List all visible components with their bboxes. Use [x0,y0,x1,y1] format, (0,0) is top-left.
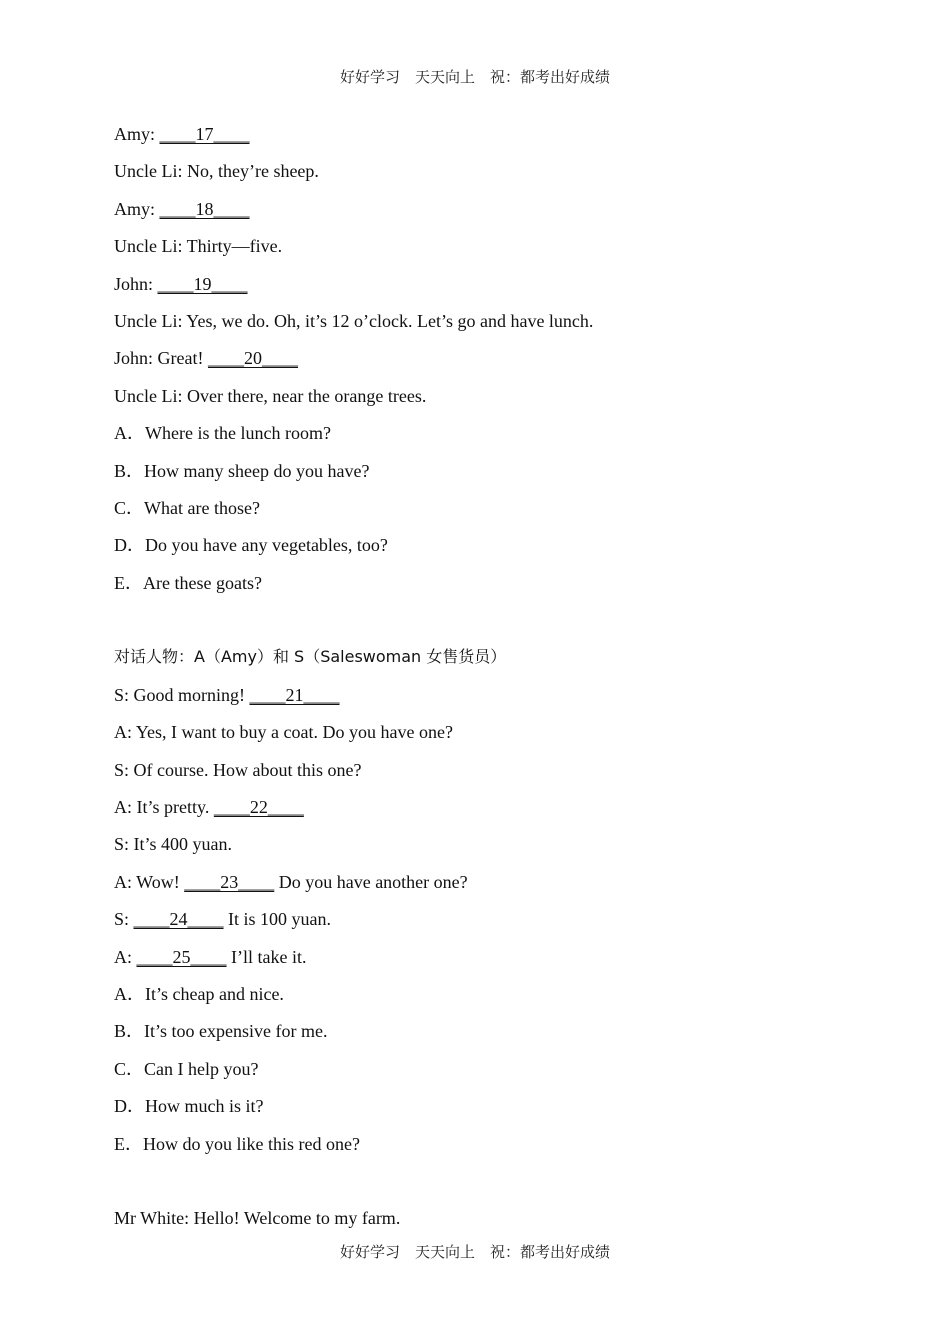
answer-blank-19: ____19____ [157,273,248,294]
dialogue-line [114,832,874,869]
answer-blank-18: ____18____ [159,198,250,219]
dialogue-2-intro: 对话人物：A（Amy）和 S（Saleswoman 女售货员） [114,647,507,667]
line-text: A: Yes, I want to buy a coat. Do you have one? [114,722,453,743]
section-spacer [114,608,874,645]
dialogue-line [114,309,874,346]
options-1 [114,421,874,608]
dialogue-line [114,945,874,982]
dialogue-1 [114,122,874,421]
option-e: E．Are these goats? [114,572,262,593]
line-text: Uncle Li: Thirty—five. [114,236,283,257]
page-header: 好好学习 天天向上 祝：都考出好成绩 [339,68,610,86]
option-c: C．What are those? [114,497,260,518]
dialogue-line [114,234,874,271]
options-2 [114,982,874,1169]
answer-blank-20: ____20____ [207,348,298,369]
line-text: Uncle Li: Over there, near the orange trees. [114,385,427,406]
dialogue-line [114,346,874,383]
line-text: John: [114,273,158,294]
dialogue-line [114,272,874,309]
answer-blank-22: ____22____ [213,797,304,818]
line-text: A: [114,946,137,967]
option-d: D．How much is it? [114,1096,264,1117]
line-text: A: Wow! [114,871,185,892]
option-b: B．How many sheep do you have? [114,460,370,481]
option-b: B．It’s too expensive for me. [114,1021,328,1042]
line-text: A: It’s pretty. [114,797,214,818]
line-text-after: Do you have another one? [274,871,468,892]
option-a: A．It’s cheap and nice. [114,983,284,1004]
dialogue-line [114,870,874,907]
dialogue-line [114,795,874,832]
dialogue-line [114,720,874,757]
answer-blank-23: ____23____ [184,871,275,892]
answer-blank-25: ____25____ [136,946,227,967]
line-text: S: Of course. How about this one? [114,759,362,780]
page-footer: 好好学习 天天向上 祝：都考出好成绩 [339,1243,610,1261]
answer-blank-24: ____24____ [133,909,224,930]
dialogue-line [114,122,874,159]
line-text: Amy: [114,124,160,144]
page-content [114,122,874,1244]
dialogue-2 [114,683,874,982]
option-d: D．Do you have any vegetables, too? [114,535,388,556]
dialogue-line [114,159,874,196]
option-a: A．Where is the lunch room? [114,423,331,444]
line-text-after: It is 100 yuan. [223,909,332,930]
line-text: Amy: [114,198,160,219]
line-text: Uncle Li: Yes, we do. Oh, it’s 12 o’clock. Let’s go and have lunch. [114,310,594,331]
option-c: C．Can I help you? [114,1058,259,1079]
answer-blank-21: ____21____ [249,684,340,705]
line-text: Uncle Li: No, they’re sheep. [114,161,319,182]
dialogue-line [114,683,874,720]
option-e: E．How do you like this red one? [114,1133,360,1154]
dialogue-line [114,384,874,421]
line-text: John: Great! [114,348,208,369]
line-text: S: It’s 400 yuan. [114,834,233,855]
dialogue-3-line: Mr White: Hello! Welcome to my farm. [114,1208,401,1229]
dialogue-line [114,197,874,234]
answer-blank-17: ____17____ [159,124,250,144]
dialogue-line [114,758,874,795]
line-text: S: Good morning! [114,684,250,705]
line-text-after: I’ll take it. [226,946,307,967]
dialogue-line [114,907,874,944]
section-spacer [114,1169,874,1206]
line-text: S: [114,909,134,930]
